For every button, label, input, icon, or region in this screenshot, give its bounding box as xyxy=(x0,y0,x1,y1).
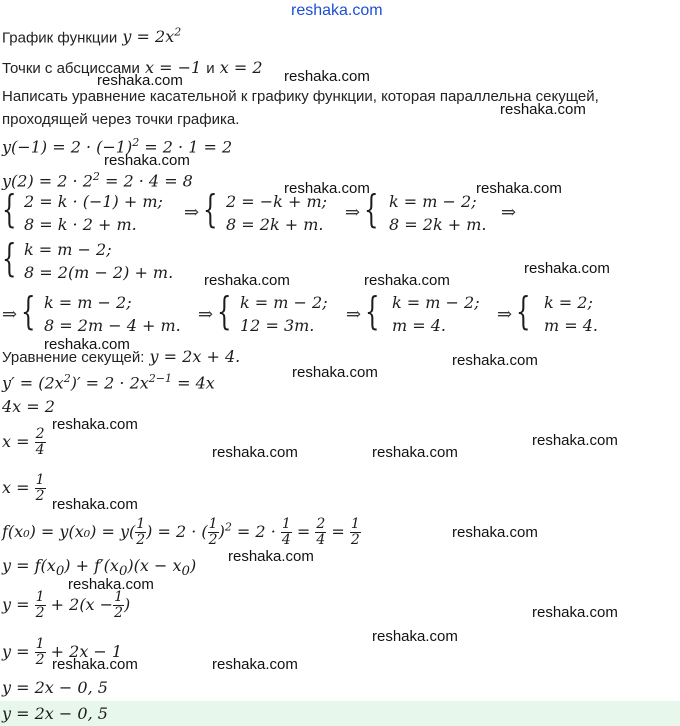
watermark: reshaka.com xyxy=(500,101,586,118)
implies-arrow: ⇒ xyxy=(497,304,513,325)
graph-expression: $y = 2x^2$ xyxy=(122,26,182,47)
system-brace: { xyxy=(2,236,17,280)
graph-label: График функции xyxy=(2,29,118,47)
system7-line-a: k = m − 2; xyxy=(392,293,480,312)
watermark: reshaka.com xyxy=(228,548,314,565)
system-brace: { xyxy=(203,187,218,231)
watermark: reshaka.com xyxy=(476,180,562,197)
implies-arrow: ⇒ xyxy=(2,304,18,325)
task-line-1: Написать уравнение касательной к графику функции, которая параллельна секущей, xyxy=(2,88,599,105)
watermark: reshaka.com xyxy=(204,272,290,289)
x-equals-two-quarters xyxy=(2,427,46,458)
watermark: reshaka.com xyxy=(452,352,538,369)
system-brace: { xyxy=(516,289,531,333)
watermark: reshaka.com xyxy=(532,604,618,621)
system3-line-b: 8 = 2k + m. xyxy=(389,215,487,234)
implies-arrow: ⇒ xyxy=(345,202,361,223)
x-equals-half xyxy=(2,473,46,504)
fraction-one-over-two: $\frac{1}{2}$ xyxy=(136,516,146,548)
x-eq: x = xyxy=(2,432,30,451)
secant-label: Уравнение секущей: xyxy=(2,349,145,366)
fraction-one-over-two: $\frac{1}{2}$ xyxy=(208,516,218,548)
system-brace: { xyxy=(21,289,36,333)
watermark: reshaka.com xyxy=(44,336,130,353)
system2-line-a: 2 = −k + m; xyxy=(226,192,327,211)
system-brace: { xyxy=(2,187,17,231)
watermark: reshaka.com xyxy=(212,656,298,673)
system-brace: { xyxy=(364,187,379,231)
system5-line-a: k = m − 2; xyxy=(44,293,132,312)
system-brace: { xyxy=(365,289,380,333)
watermark: reshaka.com xyxy=(52,416,138,433)
implies-arrow: ⇒ xyxy=(198,304,214,325)
equation-4x: 4x = 2 xyxy=(2,397,55,416)
tangent-substituted: y = $\frac{1}{2}$ + 2(x − $\frac{1}{2}$ ) xyxy=(2,589,131,621)
system3-line-a: k = m − 2; xyxy=(389,192,477,211)
y-at-minus-1: $y(-1) = 2 \cdot (-1)^2 = 2 \cdot 1 = 2$ xyxy=(2,136,233,157)
secant-expression: y = 2x + 4. xyxy=(149,347,241,366)
points-x1: x = −1 xyxy=(144,58,202,77)
answer-line: y = 2x − 0, 5 xyxy=(2,704,108,723)
derivative-line: $y' = (2x^2)' = 2 \cdot 2x^{2-1} = 4x$ xyxy=(2,372,215,393)
watermark: reshaka.com xyxy=(104,152,190,169)
task-line-2: проходящей через точки графика. xyxy=(2,111,240,128)
watermark: reshaka.com xyxy=(532,432,618,449)
watermark: reshaka.com xyxy=(372,628,458,645)
tangent-expanded: y = $\frac{1}{2}$ + 2x − 1 xyxy=(2,636,123,668)
watermark: reshaka.com xyxy=(372,444,458,461)
system5-line-b: 8 = 2m − 4 + m. xyxy=(44,316,181,335)
implies-arrow: ⇒ xyxy=(346,304,362,325)
graph-statement xyxy=(2,26,181,46)
watermark: reshaka.com xyxy=(52,656,138,673)
watermark: reshaka.com xyxy=(452,524,538,541)
f-x0-prefix: f(x₀) = y(x₀) = y( xyxy=(2,522,136,541)
y-at-2: $y(2) = 2 \cdot 2^2 = 2 \cdot 4 = 8$ xyxy=(2,170,193,191)
system8-line-a: k = 2; xyxy=(544,293,593,312)
points-and: и xyxy=(206,60,215,77)
system4-line-a: k = m − 2; xyxy=(24,240,112,259)
points-label: Точки с абсциссами xyxy=(2,60,140,77)
watermark: reshaka.com xyxy=(524,260,610,277)
watermark: reshaka.com xyxy=(52,496,138,513)
fraction-one-over-two: $\frac{1}{2}$ xyxy=(35,636,45,668)
watermark: reshaka.com xyxy=(212,444,298,461)
system-brace: { xyxy=(217,289,232,333)
fraction-one-over-two: $\frac{1}{2}$ xyxy=(350,516,360,548)
watermark: reshaka.com xyxy=(284,180,370,197)
system1-line-a: 2 = k · (−1) + m; xyxy=(24,192,163,211)
implies-arrow: ⇒ xyxy=(501,202,517,223)
fraction-one-over-two: $\frac{1}{2}$ xyxy=(35,472,45,504)
watermark: reshaka.com xyxy=(284,68,370,85)
x-eq: x = xyxy=(2,478,30,497)
fraction-one-over-two: $\frac{1}{2}$ xyxy=(35,589,45,621)
watermark: reshaka.com xyxy=(97,72,183,89)
watermark: reshaka.com xyxy=(292,364,378,381)
implies-arrow: ⇒ xyxy=(184,202,200,223)
watermark-top: reshaka.com xyxy=(291,2,383,19)
watermark: reshaka.com xyxy=(364,272,450,289)
system7-line-b: m = 4. xyxy=(392,316,447,335)
fraction-two-over-four: $\frac{2}{4}$ xyxy=(35,426,45,458)
tangent-general-formula: $y = f(x_0) + f'(x_0)(x - x_0)$ xyxy=(2,556,197,580)
system4-line-b: 8 = 2(m − 2) + m. xyxy=(24,263,174,282)
fraction-one-over-two: $\frac{1}{2}$ xyxy=(114,589,123,621)
watermark: reshaka.com xyxy=(68,576,154,593)
points-x2: x = 2 xyxy=(219,58,263,77)
tangent-result: y = 2x − 0, 5 xyxy=(2,678,108,697)
f-of-x0-line: f(x₀) = y(x₀) = y( $\frac{1}{2}$ ) = 2 · ( $\frac{1}{2}$ )$^2$ = 2 · $\frac{1}{4}$ = $\frac{2}{4}$ = $\frac{1}{2}$ xyxy=(2,516,360,548)
fraction-two-over-four: $\frac{2}{4}$ xyxy=(316,516,326,548)
system2-line-b: 8 = 2k + m. xyxy=(226,215,324,234)
system6-line-a: k = m − 2; xyxy=(240,293,328,312)
system8-line-b: m = 4. xyxy=(544,316,599,335)
fraction-one-over-four: $\frac{1}{4}$ xyxy=(281,516,291,548)
system1-line-b: 8 = k · 2 + m. xyxy=(24,215,137,234)
system6-line-b: 12 = 3m. xyxy=(240,316,315,335)
